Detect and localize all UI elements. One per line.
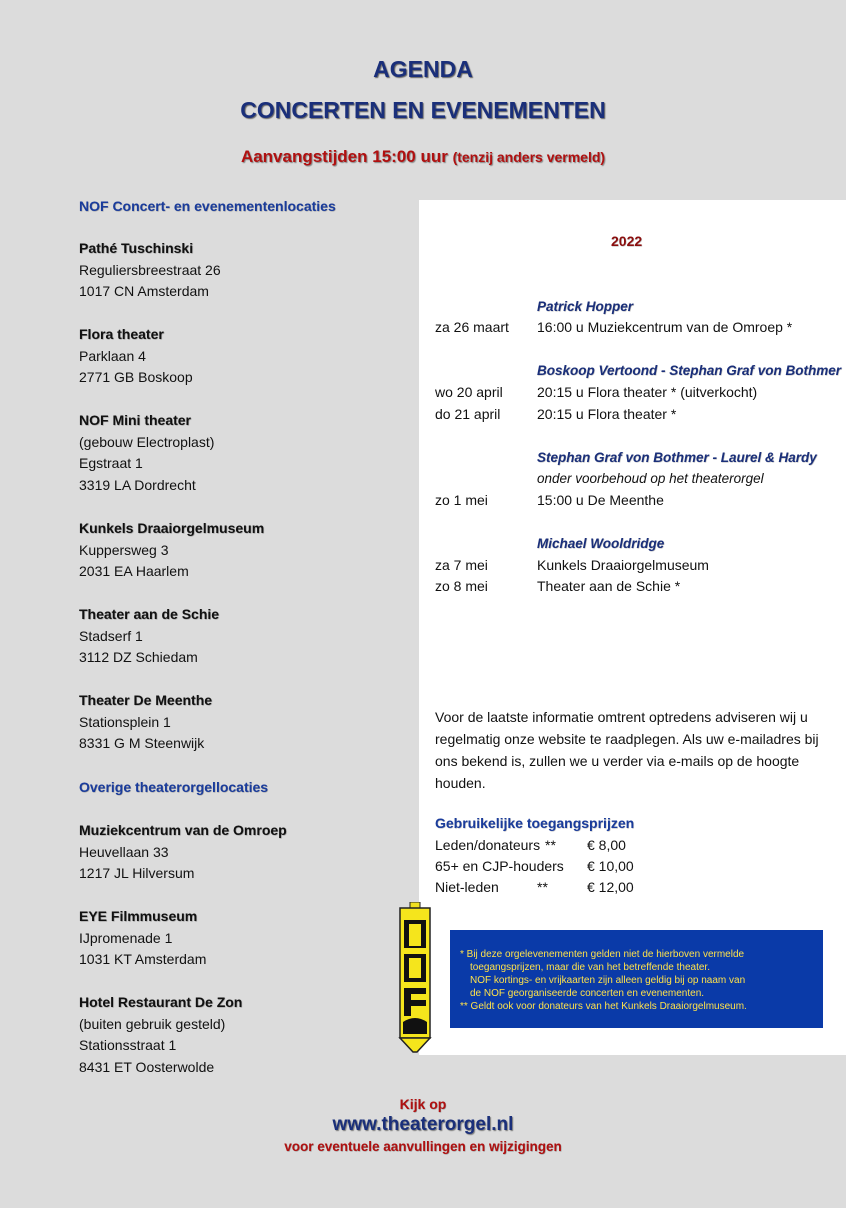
location-address: Egstraat 1 xyxy=(79,455,143,471)
location-nof-mini xyxy=(79,410,214,496)
notes-box xyxy=(450,930,823,1028)
note-line: ** Geldt ook voor donateurs van het Kunkels Draaiorgelmuseum. xyxy=(460,1001,747,1012)
event-date: zo 1 mei xyxy=(435,492,488,508)
event-artist: Boskoop Vertoond - Stephan Graf von Bothmer xyxy=(537,363,842,378)
location-name: Pathé Tuschinski xyxy=(79,240,194,256)
event-date: za 7 mei xyxy=(435,557,488,573)
other-locations-heading: Overige theaterorgellocaties xyxy=(79,779,269,795)
event-date: wo 20 april xyxy=(435,384,503,400)
footer-intro: Kijk op xyxy=(399,1096,447,1112)
location-city: 2771 GB Boskoop xyxy=(79,369,193,385)
location-kunkels xyxy=(79,518,264,583)
start-time-exception: (tenzij anders vermeld) xyxy=(452,149,606,165)
event-date: zo 8 mei xyxy=(435,578,488,594)
location-address: Kuppersweg 3 xyxy=(79,541,169,558)
location-name: EYE Filmmuseum xyxy=(79,908,198,924)
location-name: NOF Mini theater xyxy=(79,412,192,428)
location-schie xyxy=(79,604,219,669)
start-time: Aanvangstijden 15:00 uur xyxy=(240,147,448,166)
nof-locations-heading: NOF Concert- en evenementenlocaties xyxy=(79,198,336,214)
event-note: onder voorbehoud op het theaterorgel xyxy=(537,471,764,486)
note-line: NOF kortings- en vrijkaarten zijn alleen geldig bij op naam van xyxy=(470,975,746,986)
event-artist: Stephan Graf von Bothmer - Laurel & Hardy xyxy=(537,450,817,465)
location-address: Parklaan 4 xyxy=(79,347,146,364)
event-artist: Michael Wooldridge xyxy=(537,536,665,551)
event-description: Theater aan de Schie * xyxy=(537,578,681,594)
start-time-note xyxy=(0,147,846,167)
location-city: 1031 KT Amsterdam xyxy=(79,951,207,967)
location-city: 3319 LA Dordrecht xyxy=(79,476,196,493)
info-paragraph: Voor de laatste informatie omtrent optredens adviseren wij u regelmatig onze website te raadplegen. Als uw e-mailadres bij ons bekend is, zullen we u verder via e-mails op de hoogte houden. xyxy=(435,709,819,791)
price-value: € 10,00 xyxy=(587,858,634,874)
price-value: € 8,00 xyxy=(587,837,626,853)
price-mark: ** xyxy=(537,879,548,895)
price-label: 65+ en CJP-houders xyxy=(435,858,564,874)
event-description: Kunkels Draaiorgelmuseum xyxy=(537,557,709,573)
location-address: IJpromenade 1 xyxy=(79,929,173,946)
event-date: do 21 april xyxy=(435,406,501,422)
website-link[interactable]: www.theaterorgel.nl xyxy=(332,1114,514,1135)
location-name: Muziekcentrum van de Omroep xyxy=(79,822,287,838)
location-city: 1017 CN Amsterdam xyxy=(79,283,209,299)
location-name: Theater aan de Schie xyxy=(79,606,220,622)
event-description: 16:00 u Muziekcentrum van de Omroep * xyxy=(537,319,793,335)
location-de-zon xyxy=(79,992,242,1078)
price-label: Niet-leden xyxy=(435,879,499,895)
location-omroep xyxy=(79,820,287,885)
location-address: Reguliersbreestraat 26 xyxy=(79,261,221,278)
note-line: de NOF georganiseerde concerten en evenementen. xyxy=(470,988,705,999)
agenda-year: 2022 xyxy=(611,233,643,249)
event-date: za 26 maart xyxy=(435,319,509,335)
prices-heading: Gebruikelijke toegangsprijzen xyxy=(435,815,635,831)
location-flora xyxy=(79,324,193,389)
price-mark: ** xyxy=(545,837,556,853)
location-meenthe xyxy=(79,690,212,755)
footer-note: voor eventuele aanvullingen en wijzigingen xyxy=(284,1139,562,1154)
location-name: Kunkels Draaiorgelmuseum xyxy=(79,520,265,536)
page-subtitle: CONCERTEN EN EVENEMENTEN xyxy=(240,97,606,123)
note-line: toegangsprijzen, maar die van het betreffende theater. xyxy=(470,962,710,973)
location-city: 2031 EA Haarlem xyxy=(79,563,189,579)
event-description: 20:15 u Flora theater * (uitverkocht) xyxy=(537,384,758,400)
price-label: Leden/donateurs xyxy=(435,837,541,853)
location-address: Stadserf 1 xyxy=(79,627,143,644)
location-city: 3112 DZ Schiedam xyxy=(79,649,198,665)
location-city: 8331 G M Steenwijk xyxy=(79,735,205,751)
note-line: * Bij deze orgelevenementen gelden niet de hierboven vermelde xyxy=(460,949,745,960)
location-address: Stationsplein 1 xyxy=(79,713,171,730)
location-name: Flora theater xyxy=(79,326,164,342)
location-city: 8431 ET Oosterwolde xyxy=(79,1058,215,1075)
location-city: 1217 JL Hilversum xyxy=(79,865,195,881)
location-name: Hotel Restaurant De Zon xyxy=(79,994,243,1010)
event-description: 20:15 u Flora theater * xyxy=(537,406,677,422)
location-address: Stationsstraat 1 xyxy=(79,1037,177,1053)
event-artist: Patrick Hopper xyxy=(537,299,634,314)
location-note: (buiten gebruik gesteld) xyxy=(79,1015,226,1032)
page-title: AGENDA xyxy=(373,56,473,82)
nof-logo-icon xyxy=(395,902,435,1054)
location-eye xyxy=(79,906,206,971)
location-address: Heuvellaan 33 xyxy=(79,843,169,860)
event-description: 15:00 u De Meenthe xyxy=(537,492,664,508)
location-note: (gebouw Electroplast) xyxy=(79,433,215,450)
price-value: € 12,00 xyxy=(587,879,634,895)
location-name: Theater De Meenthe xyxy=(79,692,213,708)
location-tuschinski xyxy=(79,238,221,303)
